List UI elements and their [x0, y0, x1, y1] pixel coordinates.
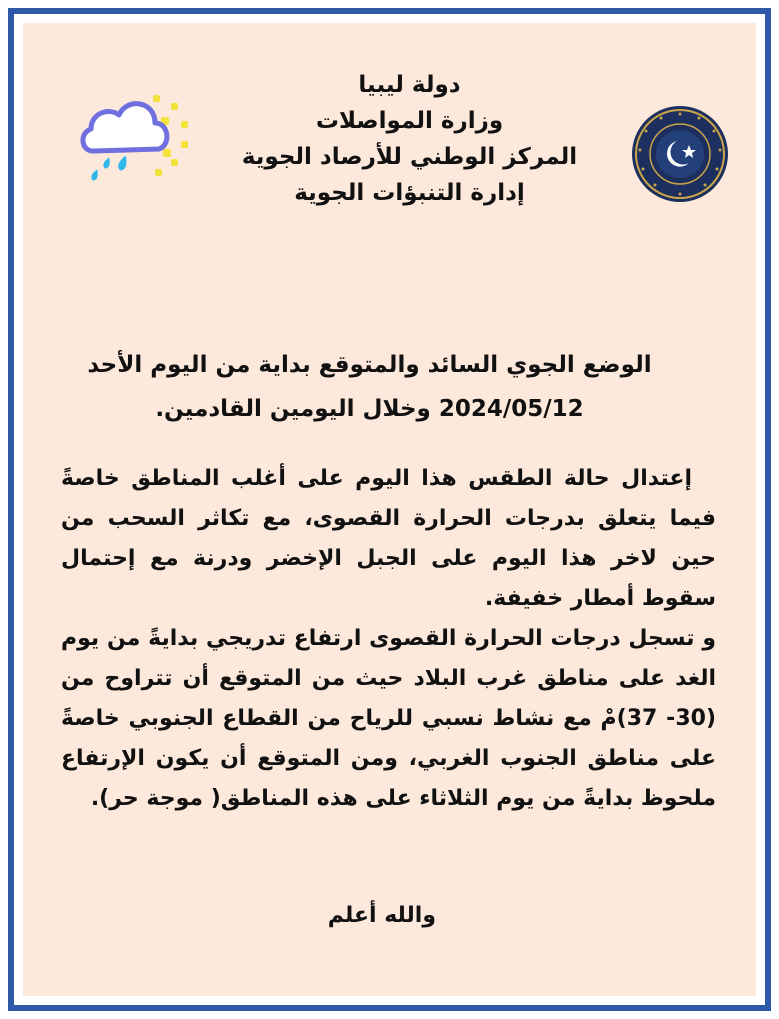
forecast-title — [63, 343, 676, 431]
forecast-paragraph-1: إعتدال حالة الطقس هذا اليوم على أغلب المناطق خاصةً فيما يتعلق بدرجات الحرارة القصوى، مع تكاثر السحب من حين لاخر هذا اليوم على الجبل الإخضر ودرنة مع إحتمال سقوط أمطار خفيفة. — [61, 466, 716, 611]
cloud-icon — [83, 104, 167, 151]
raindrops-icon — [90, 154, 129, 181]
forecast-body — [61, 459, 716, 819]
closing-phrase: والله أعلم — [327, 903, 436, 928]
forecast-title-line1: الوضع الجوي السائد والمتوقع بداية من اليوم الأحد — [87, 352, 652, 378]
meteorological-center-seal-icon — [629, 103, 731, 205]
header-center: المركز الوطني للأرصاد الجوية — [241, 144, 578, 170]
document-frame-inner — [14, 14, 765, 1005]
header-state: دولة ليبيا — [358, 72, 461, 98]
forecast-paragraph-2: و تسجل درجات الحرارة القصوى ارتفاع تدريجي بدايةً من يوم الغد على مناطق غرب البلاد حيث من المتوقع أن تتراوح من (30- 37)مْ مع نشاط نسبي للرياح من القطاع الجنوبي خاصةً على مناطق الجنوب الغربي، ومن المتوقع أن يكون الإرتفاع ملحوظ بدايةً من يوم الثلاثاء على هذه المناطق( موجة حر). — [61, 626, 716, 811]
document-paper — [23, 23, 756, 996]
document-frame — [8, 8, 771, 1011]
header-department: إدارة التنبؤات الجوية — [294, 180, 525, 206]
weather-cloud-rain-sun-icon — [73, 89, 193, 184]
header-ministry: وزارة المواصلات — [315, 108, 504, 134]
forecast-title-line2: 2024/05/12 وخلال اليومين القادمين. — [155, 396, 584, 422]
